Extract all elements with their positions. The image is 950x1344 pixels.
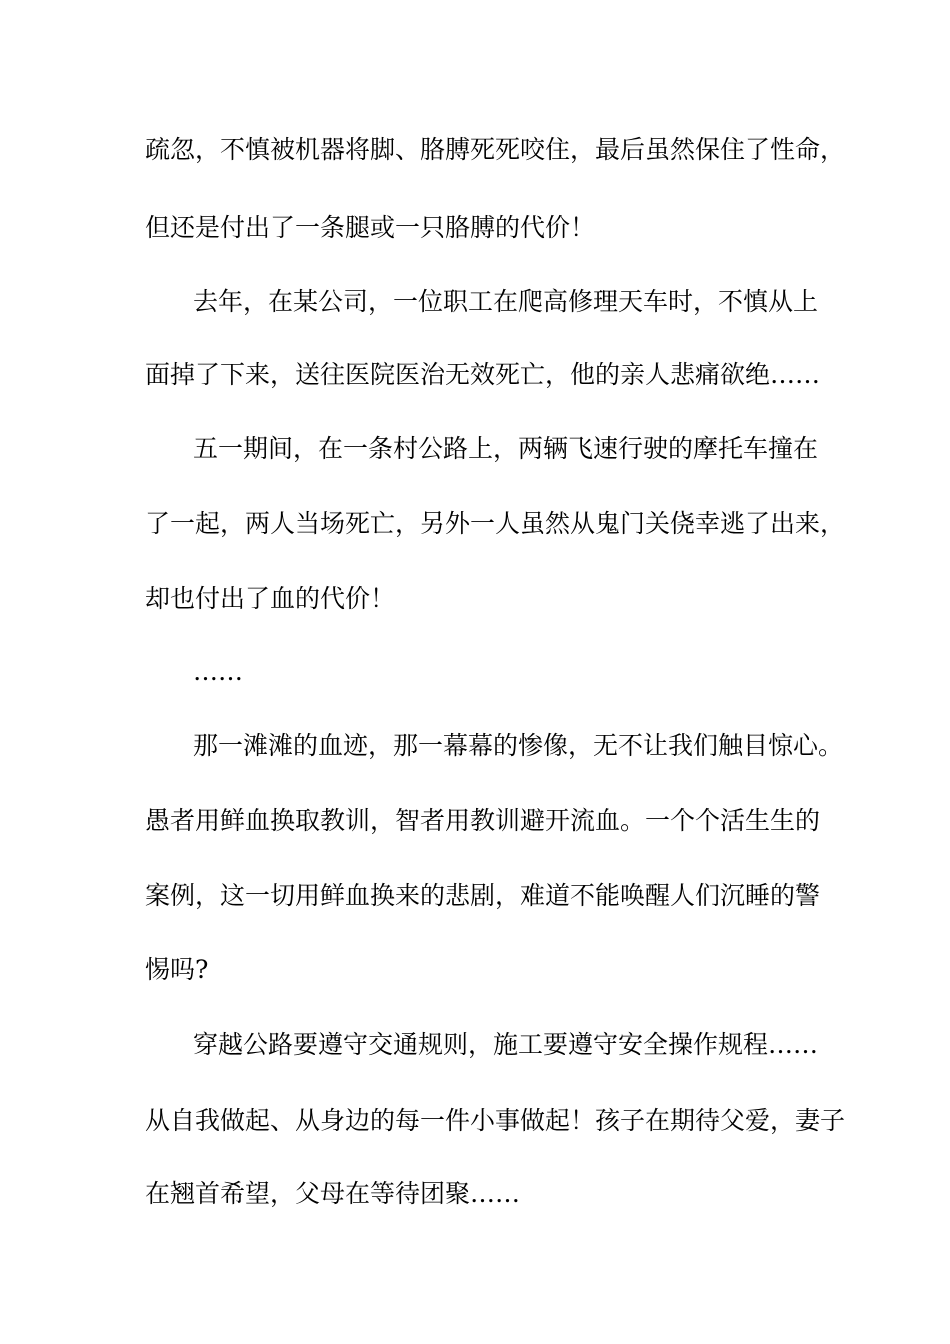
- text-line-6: 了一起，两人当场死亡，另外一人虽然从鬼门关侥幸逃了出来，: [145, 509, 846, 538]
- text-line-11: 案例，这一切用鲜血换来的悲剧，难道不能唤醒人们沉睡的警: [145, 881, 821, 910]
- text-line-14: 从自我做起、从身边的每一件小事做起！孩子在期待父爱，妻子: [145, 1106, 846, 1135]
- text-line-8: ……: [193, 657, 243, 686]
- text-line-3: 去年，在某公司，一位职工在爬高修理天车时，不慎从上: [193, 287, 819, 316]
- text-line-13: 穿越公路要遵守交通规则，施工要遵守安全操作规程……: [193, 1030, 819, 1059]
- text-line-10: 愚者用鲜血换取教训，智者用教训避开流血。一个个活生生的: [145, 806, 821, 835]
- text-line-4: 面掉了下来，送往医院医治无效死亡，他的亲人悲痛欲绝……: [145, 360, 821, 389]
- text-line-15: 在翘首希望，父母在等待团聚……: [145, 1179, 521, 1208]
- text-line-7: 却也付出了血的代价！: [145, 584, 396, 613]
- text-line-9: 那一滩滩的血迹，那一幕幕的惨像，无不让我们触目惊心。: [193, 731, 844, 760]
- text-line-1: 疏忽，不慎被机器将脚、胳膊死死咬住，最后虽然保住了性命，: [145, 135, 846, 164]
- text-line-5: 五一期间，在一条村公路上，两辆飞速行驶的摩托车撞在: [193, 434, 819, 463]
- text-line-12: 惕吗?: [145, 955, 209, 984]
- text-line-2: 但还是付出了一条腿或一只胳膊的代价！: [145, 213, 596, 242]
